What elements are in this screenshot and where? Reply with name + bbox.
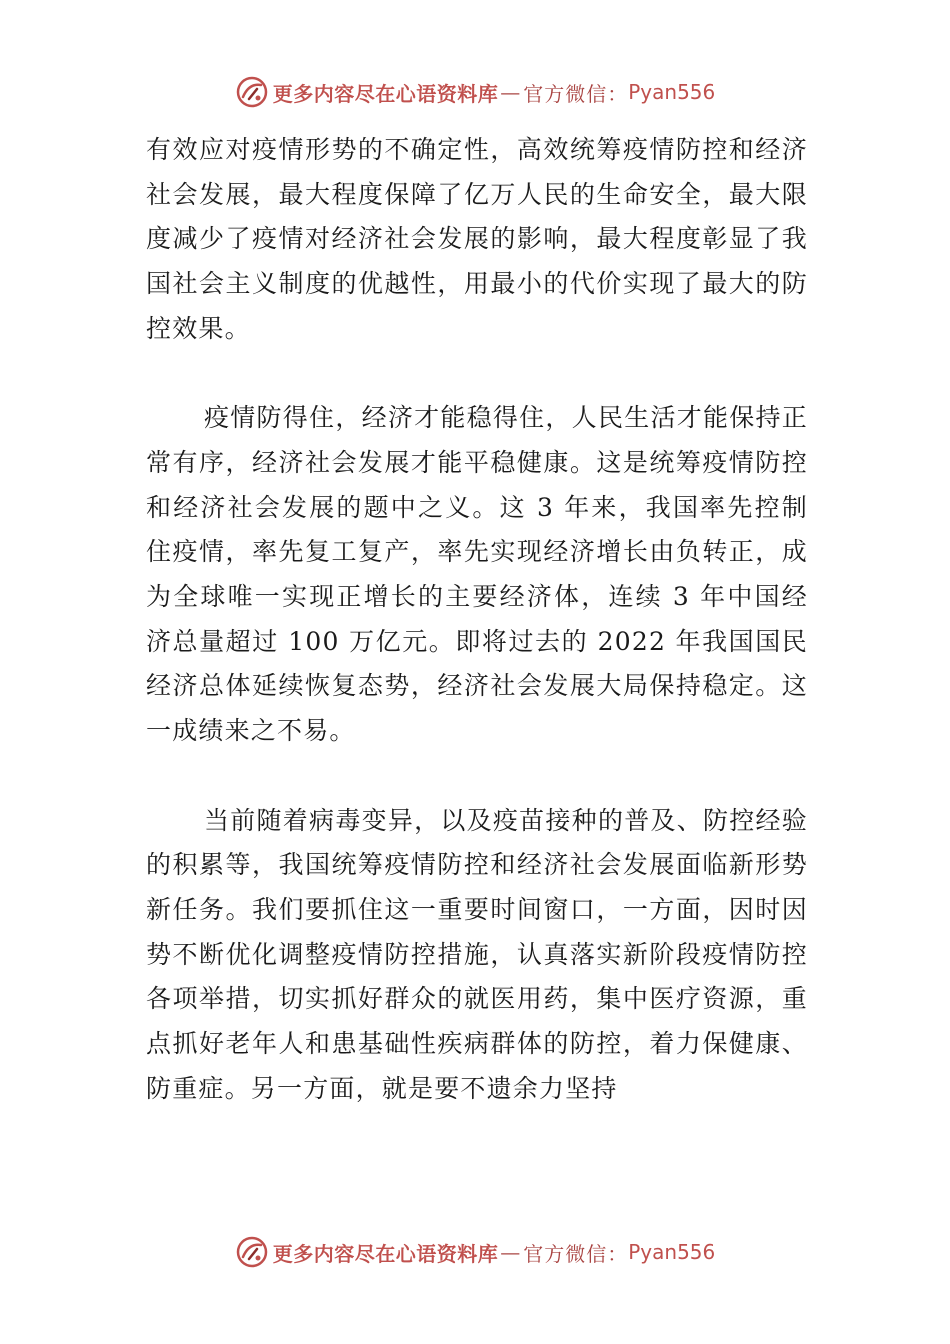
footer-wechat-label: 官方微信：	[523, 1241, 629, 1266]
brand-logo-icon	[235, 1235, 269, 1269]
header-banner	[0, 72, 950, 112]
paragraph-2: 疫情防得住，经济才能稳得住，人民生活才能保持正常有序，经济社会发展才能平稳健康。这是统筹疫情防控和经济社会发展的题中之义。这 3 年来，我国率先控制住疫情，率先复工复产，率先实现经济增长由负转正，成为全球唯一实现正增长的主要经济体，连续 3 年中国经济总量超过 100 万亿元。即将过去的 2022 年我国国民经济总体延续恢复态势，经济社会发展大局保持稳定。这一成绩来之不易。	[146, 403, 808, 746]
header-banner-text: 更多内容尽在心语资料库	[272, 81, 499, 106]
footer-banner-inner	[235, 1235, 716, 1269]
header-wechat-label: 官方微信：	[523, 81, 629, 106]
header-banner-separator: —	[500, 80, 522, 104]
brand-logo-icon	[235, 75, 269, 109]
header-wechat-id: Pyan556	[628, 80, 716, 104]
paragraph-1: 有效应对疫情形势的不确定性，高效统筹疫情防控和经济社会发展，最大程度保障了亿万人民的生命安全，最大限度减少了疫情对经济社会发展的影响，最大程度彰显了我国社会主义制度的优越性，用最小的代价实现了最大的防控效果。	[146, 135, 808, 343]
footer-wechat-id: Pyan556	[628, 1240, 716, 1264]
paragraph-gap	[146, 352, 808, 397]
footer-banner	[0, 1232, 950, 1272]
document-body	[146, 128, 808, 1111]
footer-banner-text: 更多内容尽在心语资料库	[272, 1241, 499, 1266]
header-banner-inner	[235, 75, 716, 109]
paragraph-3: 当前随着病毒变异，以及疫苗接种的普及、防控经验的积累等，我国统筹疫情防控和经济社会发展面临新形势新任务。我们要抓住这一重要时间窗口，一方面，因时因势不断优化调整疫情防控措施，认真落实新阶段疫情防控各项举措，切实抓好群众的就医用药，集中医疗资源，重点抓好老年人和患基础性疾病群体的防控，着力保健康、防重症。另一方面，就是要不遗余力坚持	[146, 805, 808, 1103]
paragraph-gap	[146, 754, 808, 799]
footer-banner-separator: —	[500, 1240, 522, 1264]
